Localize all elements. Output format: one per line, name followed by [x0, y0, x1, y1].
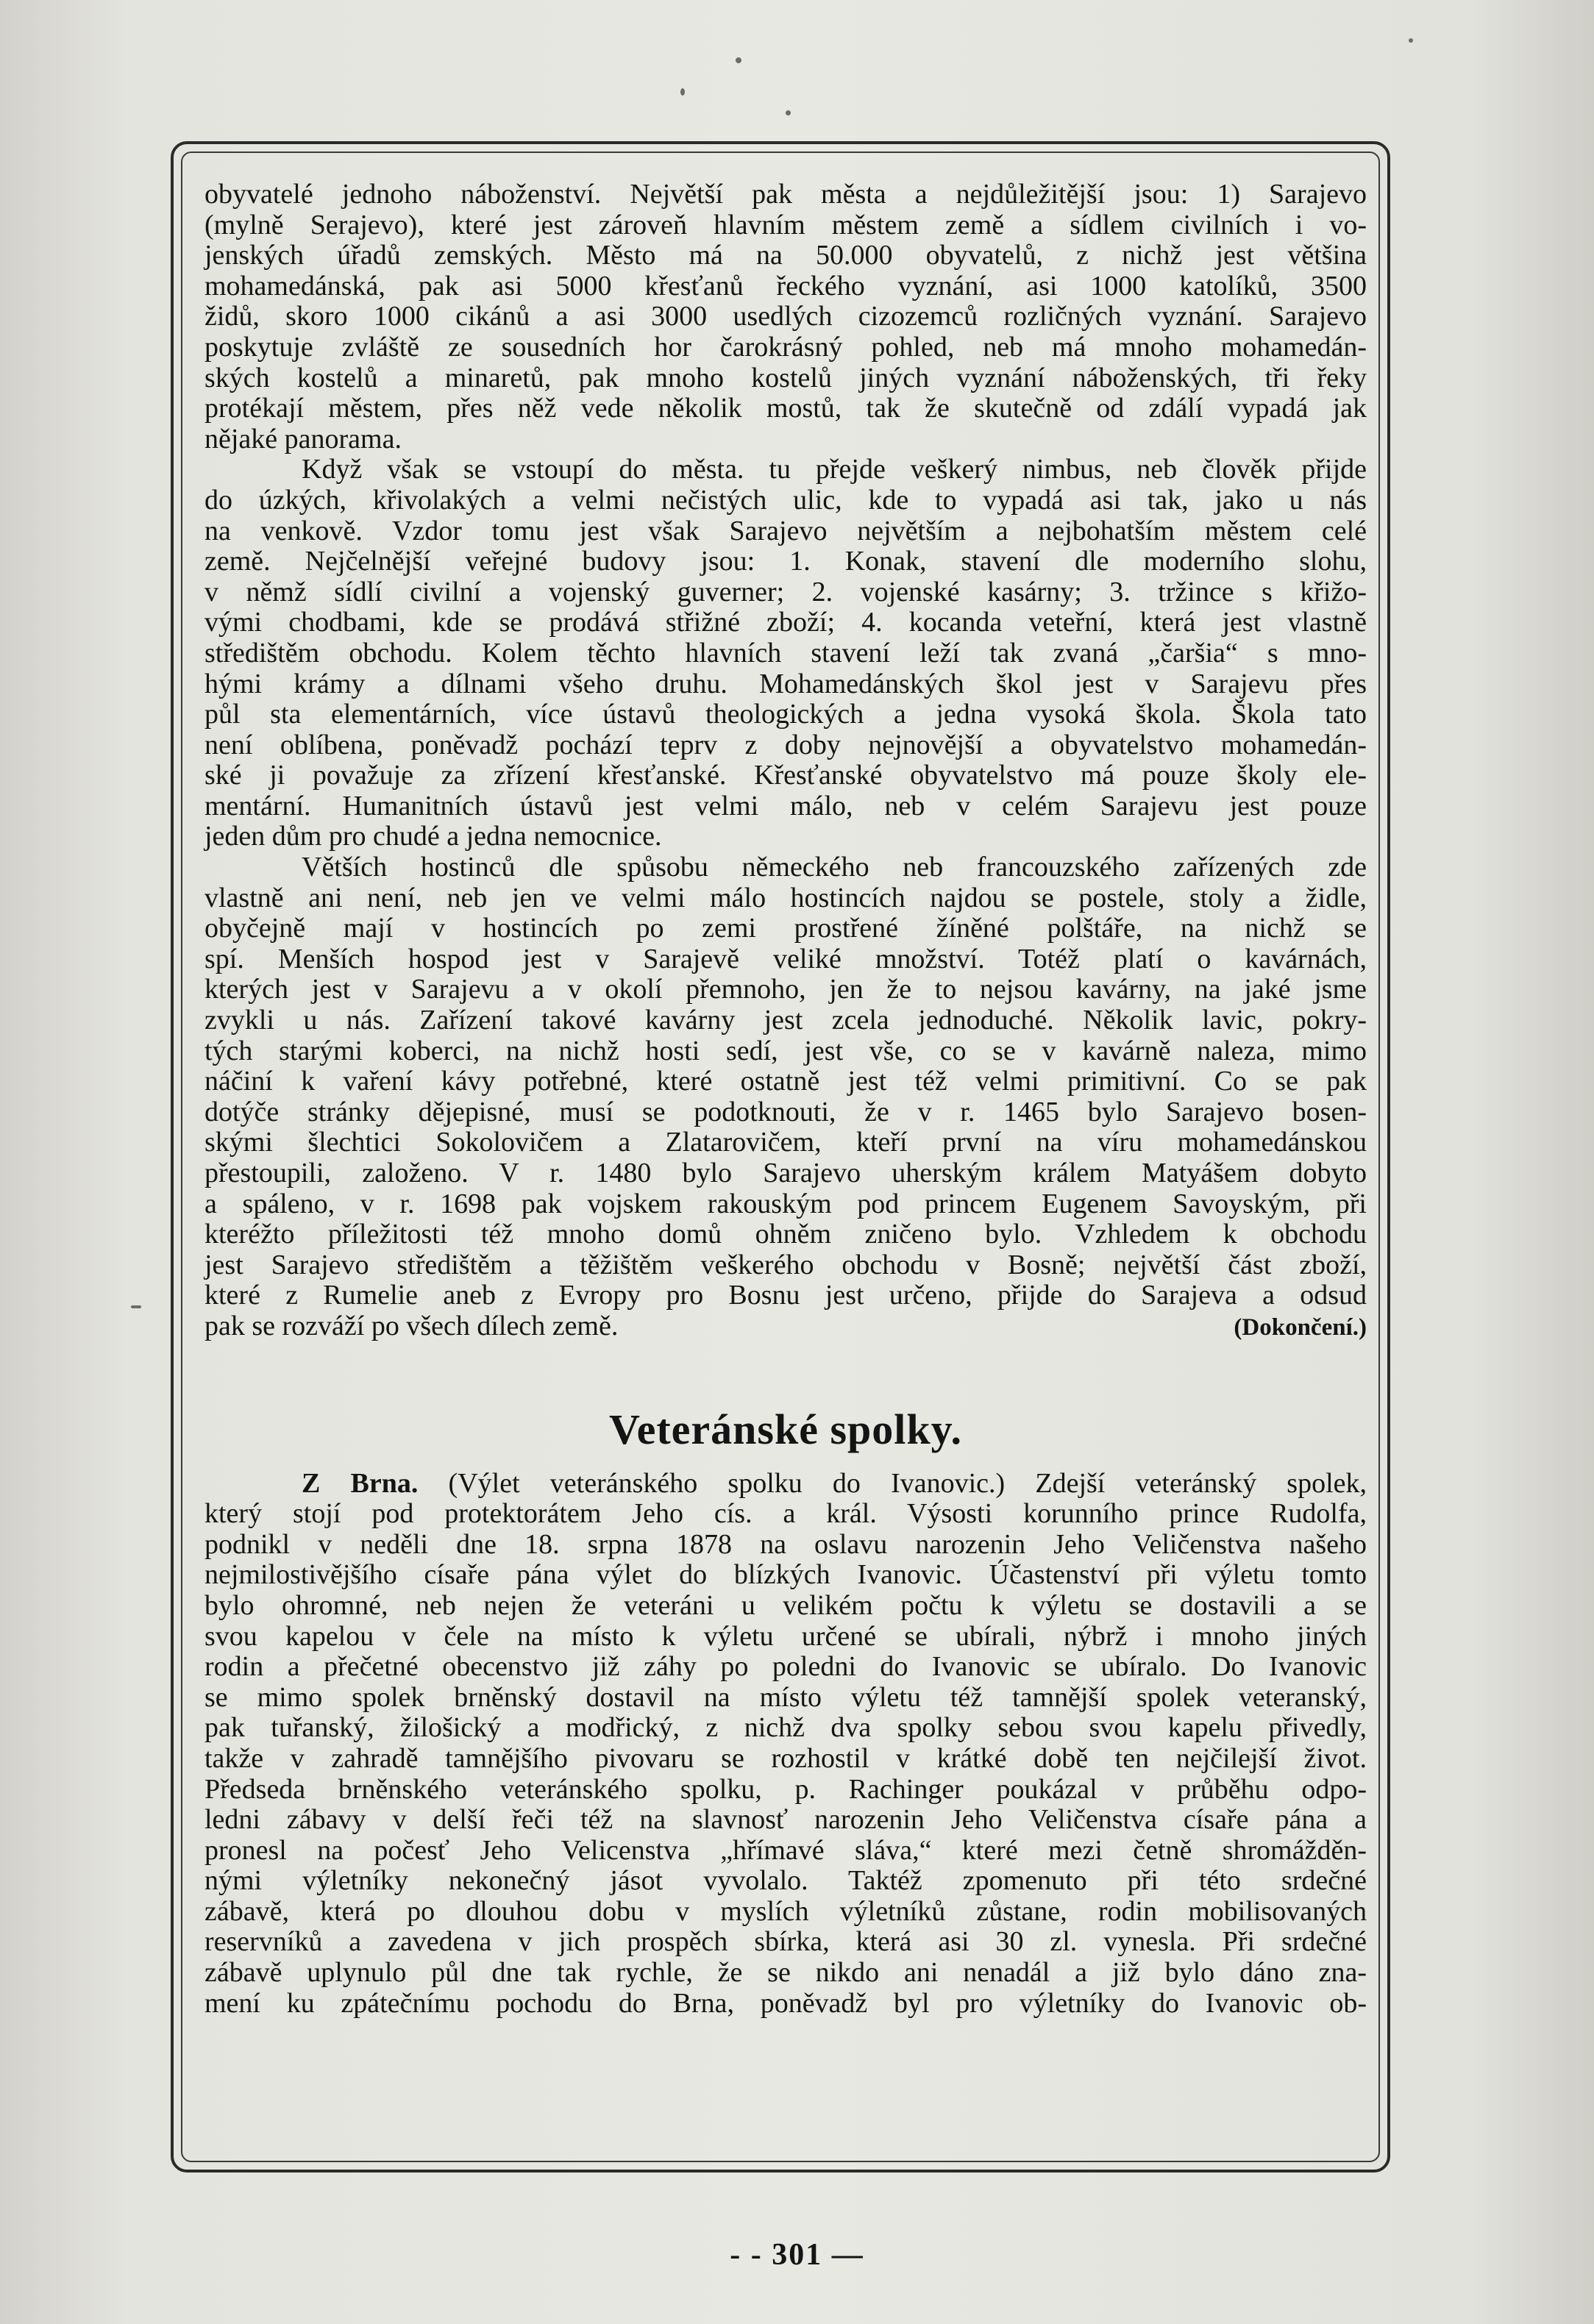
continued-note: (Dokončení.): [1234, 1314, 1367, 1341]
text-line: ských kostelů a minaretů, pak mnoho kostelů jiných vyznání náboženských, tři řeky: [204, 362, 1367, 393]
section-lead: Z Brna.: [302, 1467, 419, 1499]
text-line: vlastně ani není, neb jen ve velmi málo hostincích najdou se postele, stoly a židle,: [204, 882, 1367, 913]
text-line: zábavě uplynulo půl dne tak rychle, že se nikdo ani nenadál a již bylo dáno zna-: [204, 1957, 1367, 1989]
text-line: bylo ohromné, neb nejen že veteráni u velikém počtu k výletu se dostavili a se: [204, 1589, 1367, 1621]
text-line: spí. Menších hospod jest v Sarajevě veliké množství. Totéž platí o kavárnách,: [204, 943, 1367, 974]
text-line: v němž sídlí civilní a vojenský guverner; 2. vojenské kasárny; 3. tržince s křižo-: [204, 576, 1367, 607]
text-line: židů, skoro 1000 cikánů a asi 3000 usedlých cizozemců rozličných vyznání. Sarajevo: [204, 301, 1367, 332]
text-line: kterých jest v Sarajevu a v okolí přemnoho, jen že to nejsou kavárny, na jaké jsme: [204, 974, 1367, 1005]
text-line: Předseda brněnského veteránského spolku, p. Rachinger poukázal v průběhu odpo-: [204, 1773, 1367, 1805]
text-line: není oblíbena, poněvadž pochází teprv z doby nejnovější a obyvatelstvo mohamedán-: [204, 729, 1367, 760]
text-line: a spáleno, v r. 1698 pak vojskem rakouským pod princem Eugenem Savoyským, při: [204, 1188, 1367, 1219]
text-line: země. Nejčelnější veřejné budovy jsou: 1. Konak, stavení dle moderního slohu,: [204, 546, 1367, 577]
text-line: půl sta elementárních, více ústavů theologických a jedna vysoká škola. Škola tato: [204, 699, 1367, 730]
section-first-line: [204, 1469, 1367, 1500]
text-line: skými šlechtici Sokolovičem a Zlatarovičem, kteří první na víru mohamedánskou: [204, 1127, 1367, 1158]
page-content: [204, 179, 1367, 2019]
text-line: kteréžto příležitosti též mnoho domů ohněm zničeno bylo. Vzhledem k obchodu: [204, 1219, 1367, 1250]
text-line: rodin a přečetné obecenstvo již záhy po poledni do Ivanovic se ubíralo. Do Ivanovic: [204, 1651, 1367, 1683]
text-line: dotýče stránky dějepisné, musí se podotknouti, že v r. 1465 bylo Sarajevo bosen-: [204, 1096, 1367, 1127]
article-paragraph-3: [204, 852, 1367, 1344]
text-line: zábavě, která po dlouhou dobu v myslích výletníků zůstane, rodin mobilisovaných: [204, 1895, 1367, 1927]
paragraph-final-line: [204, 1311, 1367, 1344]
scan-speck: [680, 88, 685, 96]
text-line: pak tuřanský, žilošický a modřický, z nichž dva spolky sebou svou kapelu přivedly,: [204, 1712, 1367, 1744]
text-line: mentární. Humanitních ústavů jest velmi málo, neb v celém Sarajevu jest pouze: [204, 790, 1367, 821]
text-line: které z Rumelie aneb z Evropy pro Bosnu jest určeno, přijde do Sarajeva a odsud: [204, 1280, 1367, 1311]
text-line: podnikl v neděli dne 18. srpna 1878 na oslavu narozenin Jeho Veličenstva našeho: [204, 1528, 1367, 1560]
text-line: tých starými koberci, na nichž hosti sedí, jest vše, co se v kavárně naleza, mimo: [204, 1035, 1367, 1066]
text-line: obyčejně mají v hostincích po zemi prostřené žíněné polštáře, na nichž se: [204, 913, 1367, 944]
text-line: pak se rozváží po všech dílech země.: [204, 1310, 619, 1341]
text-line: jenských úřadů zemských. Město má na 50.000 obyvatelů, z nichž jest většina: [204, 240, 1367, 271]
text-line: středištěm obchodu. Kolem těchto hlavních stavení leží tak zvaná „čaršia“ s mno-: [204, 637, 1367, 669]
section-heading: Veteránské spolky.: [609, 1405, 962, 1453]
text-line: Větších hostinců dle spůsobu německého neb francouzského zařízených zde: [302, 852, 1367, 883]
scan-speck: [786, 110, 791, 115]
text-line: svou kapelou v čele na místo k výletu určené se ubírali, nýbrž i mnoho jiných: [204, 1620, 1367, 1652]
text-line: pronesl na počesť Jeho Velicenstva „hřímavé sláva,“ které mezi četně shromážděn-: [204, 1834, 1367, 1866]
text-line: hými krámy a dílnami všeho druhu. Mohamedánských škol jest v Sarajevu přes: [204, 668, 1367, 699]
text-line: mení ku zpátečnímu pochodu do Brna, poněvadž byl pro výletníky do Ivanovic ob-: [204, 1987, 1367, 2019]
article-paragraph-2: [204, 455, 1367, 852]
text-line: takže v zahradě tamnějšího pivovaru se rozhostil v krátké době ten nejčilejší život.: [204, 1742, 1367, 1774]
text-line: zvykli u nás. Zařízení takové kavárny jest zcela jednoduché. Několik lavic, pokry-: [204, 1005, 1367, 1036]
scan-speck: [131, 1305, 141, 1308]
text-line: náčiní k vaření kávy potřebné, které ostatně jest též velmi primitivní. Co se pak: [204, 1066, 1367, 1097]
text-line: se mimo spolek brněnský dostavil na místo výletu též tamnější spolek veteranský,: [204, 1681, 1367, 1713]
text-line: ské ji považuje za zřízení křesťanské. Křesťanské obyvatelstvo má pouze školy ele-: [204, 760, 1367, 791]
text-line: protékají městem, přes něž vede několik mostů, tak že skutečně od zdálí vypadá jak: [204, 393, 1367, 424]
text-line: do úzkých, křivolakých a velmi nečistých ulic, kde to vypadá asi tak, jako u nás: [204, 484, 1367, 516]
text-line: jeden dům pro chudé a jedna nemocnice.: [204, 821, 662, 852]
text-line: na venkově. Vzdor tomu jest však Sarajevo největším a nejbohatším městem celé: [204, 515, 1367, 546]
text-line: mohamedánská, pak asi 5000 křesťanů řeckého vyznání, asi 1000 katolíků, 3500: [204, 270, 1367, 302]
text-line: přestoupili, založeno. V r. 1480 bylo Sarajevo uherským králem Matyášem dobyto: [204, 1158, 1367, 1188]
text-line: nějaké panorama.: [204, 423, 402, 455]
text-line: (Výlet veteránského spolku do Ivanovic.) Zdejší veteránský spolek,: [418, 1467, 1367, 1499]
text-line: (mylně Serajevo), které jest zároveň hlavním městem země a sídlem civilních i vo-: [204, 209, 1367, 240]
page-number: - - 301 —: [730, 2238, 864, 2272]
text-line: který stojí pod protektorátem Jeho cís. a král. Výsosti korunního prince Rudolfa,: [204, 1498, 1367, 1530]
text-line: obyvatelé jednoho náboženství. Největší pak města a nejdůležitější jsou: 1) Sarajevo: [204, 179, 1367, 210]
text-line: poskytuje zvláště ze sousedních hor čarokrásný pohled, neb má mnoho mohamedán-: [204, 331, 1367, 363]
article-paragraph-1: [204, 179, 1367, 455]
section-paragraph: [204, 1469, 1367, 2020]
scan-speck: [1409, 38, 1413, 43]
text-line: nými výletníky nekonečný jásot vyvolalo. Taktéž zpomenuto při této srdečné: [204, 1865, 1367, 1897]
text-line: reservníků a zavedena v jich prospěch sbírka, která asi 30 zl. vynesla. Při srdečné: [204, 1926, 1367, 1958]
text-line: jest Sarajevo středištěm a těžištěm veškerého obchodu v Bosně; největší část zboží,: [204, 1249, 1367, 1280]
text-line: nejmilostivějšího císaře pána výlet do blízkých Ivanovic. Účastenství při výletu tomto: [204, 1559, 1367, 1591]
text-line: vými chodbami, kde se prodává střižné zboží; 4. kocanda veteřní, která jest vlastně: [204, 607, 1367, 638]
text-line: ledni zábavy v delší řeči též na slavnosť narozenin Jeho Veličenstva císaře pána a: [204, 1804, 1367, 1836]
text-line: Když však se vstoupí do města. tu přejde veškerý nimbus, neb člověk přijde: [302, 454, 1367, 485]
scan-speck: [736, 57, 741, 63]
